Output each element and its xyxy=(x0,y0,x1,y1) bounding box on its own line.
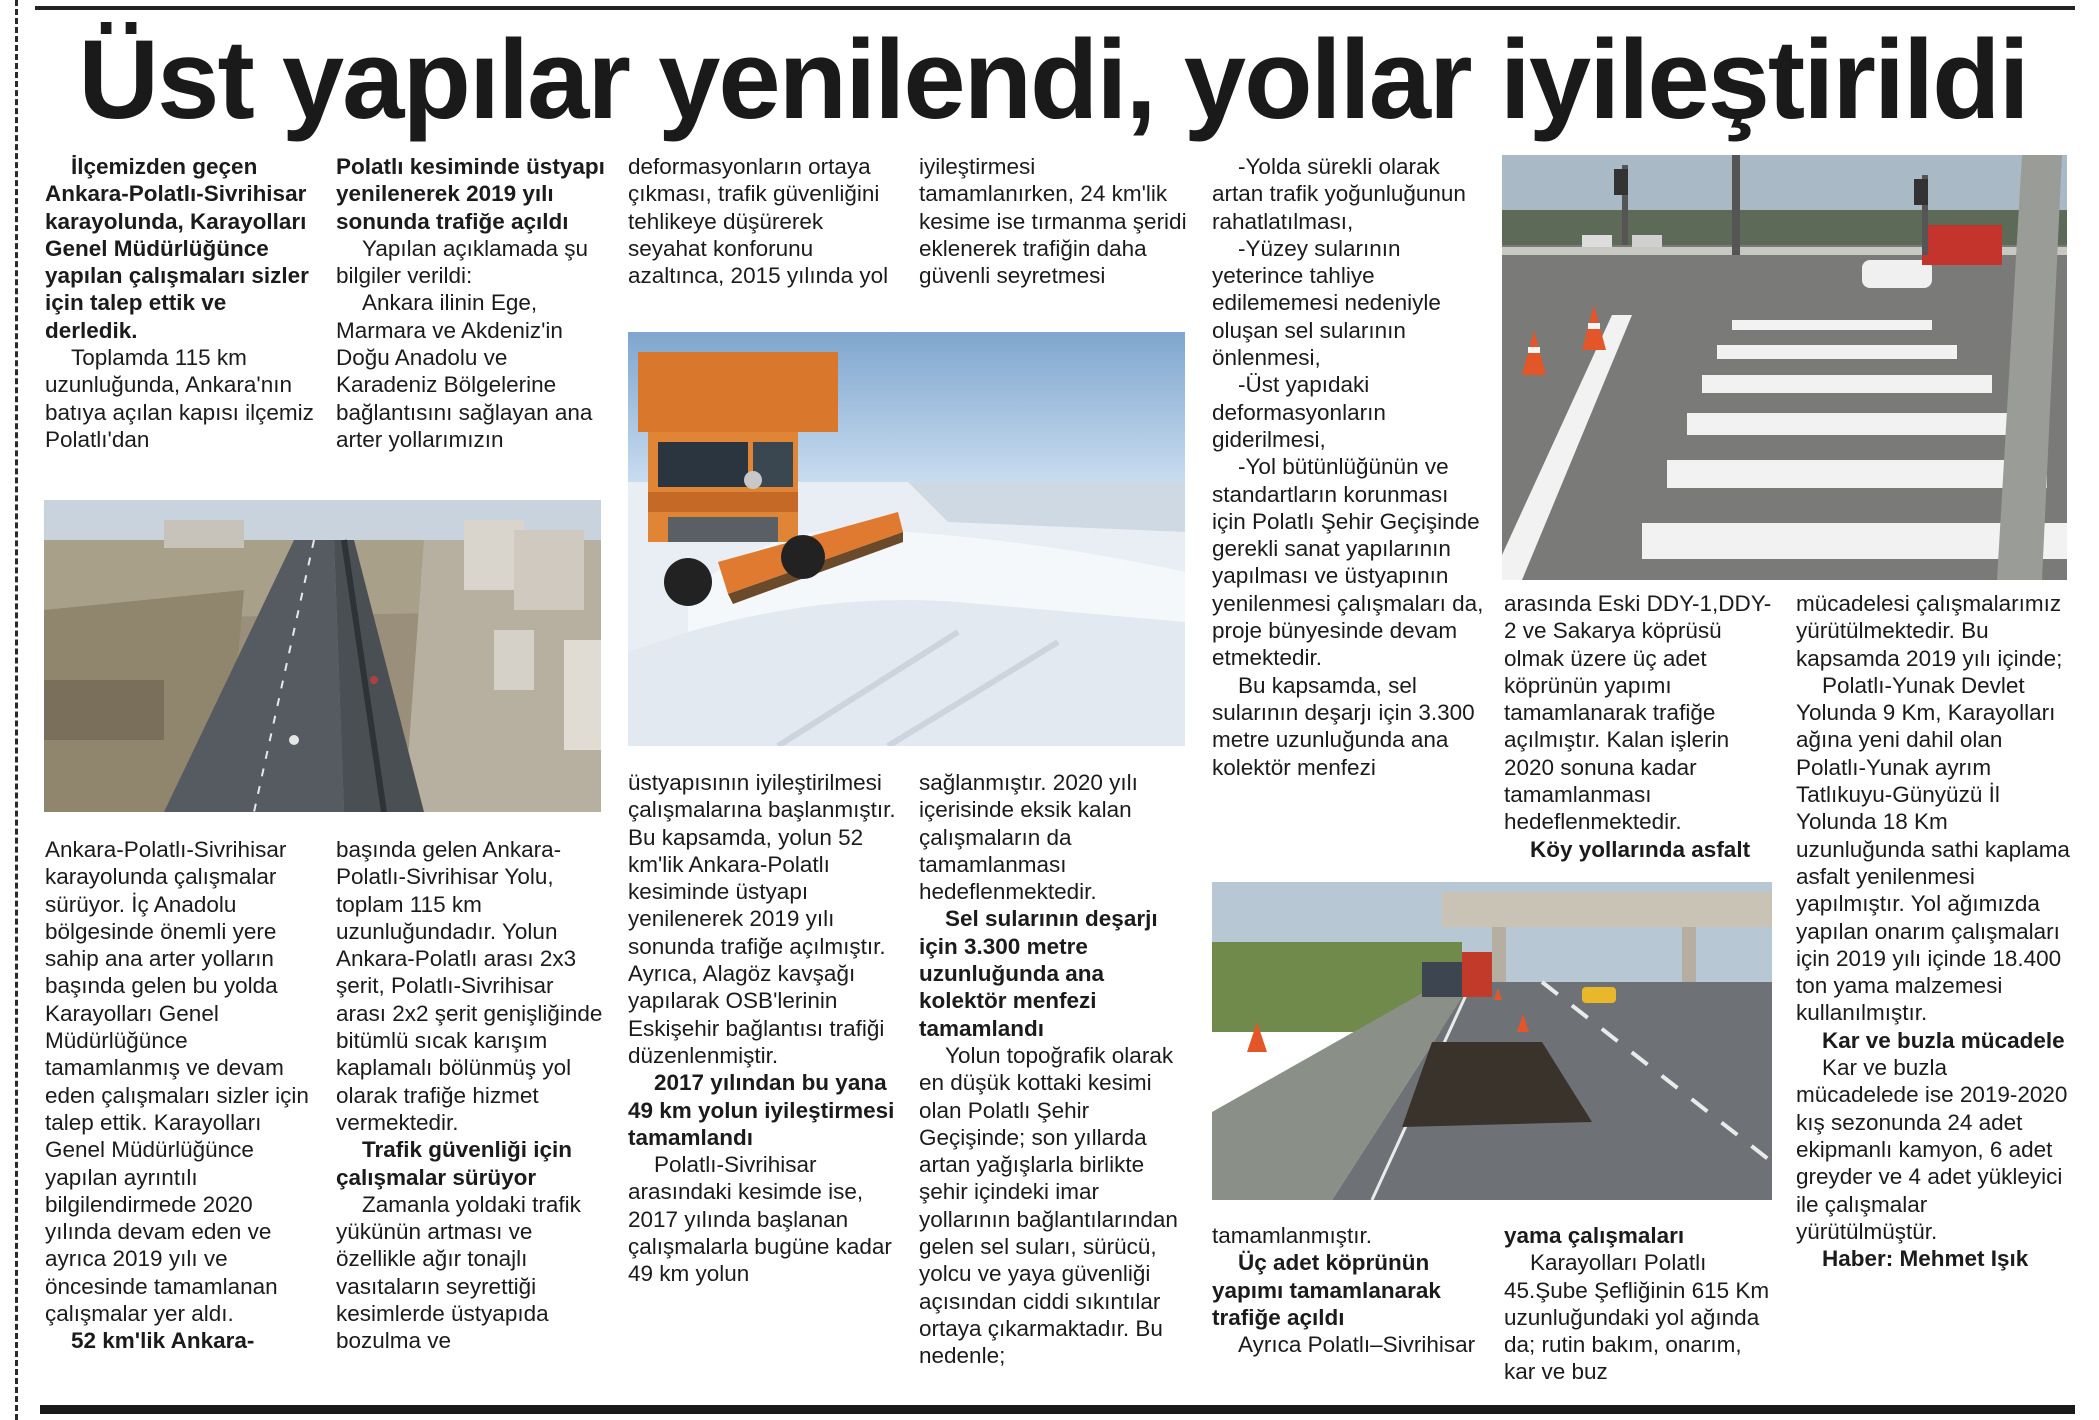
column-3-bottom xyxy=(628,769,900,1288)
paragraph: başında gelen Ankara-Polatlı-Sivrihisar Yolu, toplam 115 km uzunluğundadır. Yolun Ankara-Polatlı arası 2x3 şerit, Polatlı-Sivrihisar arası 2x2 şerit genişliğinde bitümlü sıcak karışım kaplamalı bölünmüş yol olarak trafiğe hizmet vermektedir. xyxy=(336,837,603,1135)
column-5-bottom xyxy=(1212,1222,1486,1358)
paragraph: Yolun topoğrafik olarak en düşük kottaki kesimi olan Polatlı Şehir Geçişinde; son yıllarda artan yağışlarla birlikte şehir içindeki imar yollarının bağlantılarından gelen sel suları, sürücü, yolcu ve yaya güvenliği açısından ciddi sıkıntılar ortaya çıkarmaktadır. Bu nedenle; xyxy=(919,1042,1178,1369)
paragraph: -Üst yapıdaki deformasyonların giderilmesi, xyxy=(1212,372,1386,452)
subheading: Üç adet köprünün yapımı tamamlanarak trafiğe açıldı xyxy=(1212,1250,1441,1330)
paragraph: Bu kapsamda, sel sularının deşarjı için 3.300 metre uzunluğunda ana kolektör menfezi xyxy=(1212,672,1475,780)
paragraph: üstyapısının iyileştirilmesi çalışmalarına başlanmıştır. Bu kapsamda, yolun 52 km'lik Ankara-Polatlı kesiminde üstyapı yenilenerek 2019 yılı sonunda trafiğe açılmıştır. Ayrıca, Alagöz kavşağı yapılarak OSB'lerinin Eskişehir bağlantısı trafiği düzenlenmiştir. xyxy=(628,770,896,1068)
paragraph: deformasyonların ortaya çıkması, trafik güvenliğini tehlikeye düşürerek seyahat konforunu azaltınca, 2015 yılında yol xyxy=(628,154,889,289)
column-4-top xyxy=(919,153,1191,289)
paragraph: Ayrıca Polatlı–Sivrihisar xyxy=(1238,1332,1476,1358)
column-1-bottom xyxy=(45,836,317,1355)
paragraph: Ankara-Polatlı-Sivrihisar karayolunda çalışmalar sürüyor. İç Anadolu bölgesinde önemli yere sahip ana arter yolların başında gelen bu yolda Karayolları Genel Müdürlüğünce tamamlanmış ve devam eden çalışmaları sizler için talep ettik. Karayolları Genel Müdürlüğünce yapılan ayrıntılı bilgilendirmede 2020 yılında devam eden ve ayrıca 2019 yılı ve öncesinde tamamlanan çalışmalar yer aldı. xyxy=(45,837,309,1327)
crosswalk-image xyxy=(1502,155,2067,580)
photo-crosswalk xyxy=(1502,155,2067,580)
paragraph: mücadelesi çalışmalarımız yürütülmektedir. Bu kapsamda 2019 yılı içinde; xyxy=(1796,591,2063,671)
snowplow-image xyxy=(628,332,1185,746)
paragraph: Polatlı-Yunak Devlet Yolunda 9 Km, Karayolları ağına yeni dahil olan Polatlı-Yunak ayrım Tatlıkuyu-Günyüzü İl Yolunda 18 Km uzunluğunda sathi kaplama asfalt yenilenmesi yapılmıştır. Yol ağımızda yapılan onarım çalışmaları için 2019 yılı içinde 18.400 ton yama malzemesi kullanılmıştır. xyxy=(1796,672,2070,1026)
subheading: 52 km'lik Ankara- xyxy=(71,1328,255,1354)
subheading: Polatlı kesiminde üstyapı yenilenerek 2019 yılı sonunda trafiğe açıldı xyxy=(336,154,605,234)
lede-paragraph: İlçemizden geçen Ankara-Polatlı-Sivrihisar karayolunda, Karayolları Genel Müdürlüğünce yapılan çalışmaları sizler için talep ettik ve derledik. xyxy=(45,154,309,343)
column-1-top xyxy=(45,153,317,453)
bottom-rule xyxy=(40,1405,2075,1414)
subheading: yama çalışmaları xyxy=(1504,1223,1685,1248)
paragraph: Ankara ilinin Ege, Marmara ve Akdeniz'in Doğu Anadolu ve Karadeniz Bölgelerine bağlantısını sağlayan ana arter yollarımızın xyxy=(336,290,593,452)
paragraph: Polatlı-Sivrihisar arasındaki kesimde ise, 2017 yılında başlanan çalışmalarla bugüne kadar 49 km yolun xyxy=(628,1152,892,1287)
column-6-middle xyxy=(1504,590,1778,863)
column-7 xyxy=(1796,590,2070,1272)
paragraph: -Yolda sürekli olarak artan trafik yoğunluğunun rahatlatılması, xyxy=(1212,154,1466,234)
patching-image xyxy=(1212,882,1772,1200)
byline: Haber: Mehmet Işık xyxy=(1822,1246,2029,1272)
photo-snowplow xyxy=(628,332,1185,746)
column-2-bottom xyxy=(336,836,608,1355)
paragraph: -Yüzey sularının yeterince tahliye edilememesi nedeniyle oluşan sel sularının önlenmesi, xyxy=(1212,235,1441,371)
column-5-top xyxy=(1212,153,1486,781)
paragraph: Zamanla yoldaki trafik yükünün artması ve özellikle ağır tonajlı vasıtaların seyrettiği kesimlerde üstyapıda bozulma ve xyxy=(336,1191,581,1354)
photo-patching xyxy=(1212,882,1772,1200)
column-6-bottom xyxy=(1504,1222,1778,1386)
paragraph: Karayolları Polatlı 45.Şube Şefliğinin 615 Km uzunluğundaki yol ağında da; rutin bakım, onarım, kar ve buz xyxy=(1504,1250,1770,1385)
subheading: 2017 yılından bu yana 49 km yolun iyileştirmesi tamamlandı xyxy=(628,1070,895,1150)
photo-highway xyxy=(44,500,601,812)
paragraph: iyileştirmesi tamamlanırken, 24 km'lik kesime ise tırmanma şeridi eklenerek trafiğin daha güvenli seyretmesi xyxy=(919,154,1187,289)
paragraph: Yapılan açıklamada şu bilgiler verildi: xyxy=(336,235,588,289)
column-4-bottom xyxy=(919,769,1191,1370)
subheading: Trafik güvenliği için çalışmalar sürüyor xyxy=(336,1137,573,1190)
cut-line xyxy=(15,0,18,1420)
paragraph: Kar ve buzla mücadelede ise 2019-2020 kış sezonunda 24 adet ekipmanlı kamyon, 6 adet greyder ve 4 adet yükleyici ile çalışmalar yürütülmüştür. xyxy=(1796,1055,2068,1244)
column-2-top xyxy=(336,153,608,453)
paragraph: arasında Eski DDY-1,DDY-2 ve Sakarya köprüsü olmak üzere üç adet köprünün yapımı tamamlanarak trafiğe açılmıştır. Kalan işlerin 2020 sonuna kadar tamamlanması hedeflenmektedir. xyxy=(1504,591,1772,835)
paragraph: Toplamda 115 km uzunluğunda, Ankara'nın batıya açılan kapısı ilçemiz Polatlı'dan xyxy=(45,345,314,452)
paragraph: tamamlanmıştır. xyxy=(1212,1223,1373,1248)
subheading: Sel sularının deşarjı için 3.300 metre uzunluğunda ana kolektör menfezi tamamlandı xyxy=(919,906,1158,1041)
paragraph: -Yol bütünlüğünün ve standartların korunması için Polatlı Şehir Geçişinde gerekli sanat yapılarının yapılması ve üstyapının yenilenmesi çalışmaları da, proje bünyesinde devam etmektedir. xyxy=(1212,454,1484,671)
subheading: Köy yollarında asfalt xyxy=(1530,836,1751,862)
highway-image xyxy=(44,500,601,812)
column-3-top xyxy=(628,153,900,289)
paragraph: sağlanmıştır. 2020 yılı içerisinde eksik kalan çalışmaların da tamamlanması hedeflenmektedir. xyxy=(919,770,1138,905)
subheading: Kar ve buzla mücadele xyxy=(1822,1027,2065,1053)
headline: Üst yapılar yenilendi, yollar iyileştirildi xyxy=(78,17,2028,142)
